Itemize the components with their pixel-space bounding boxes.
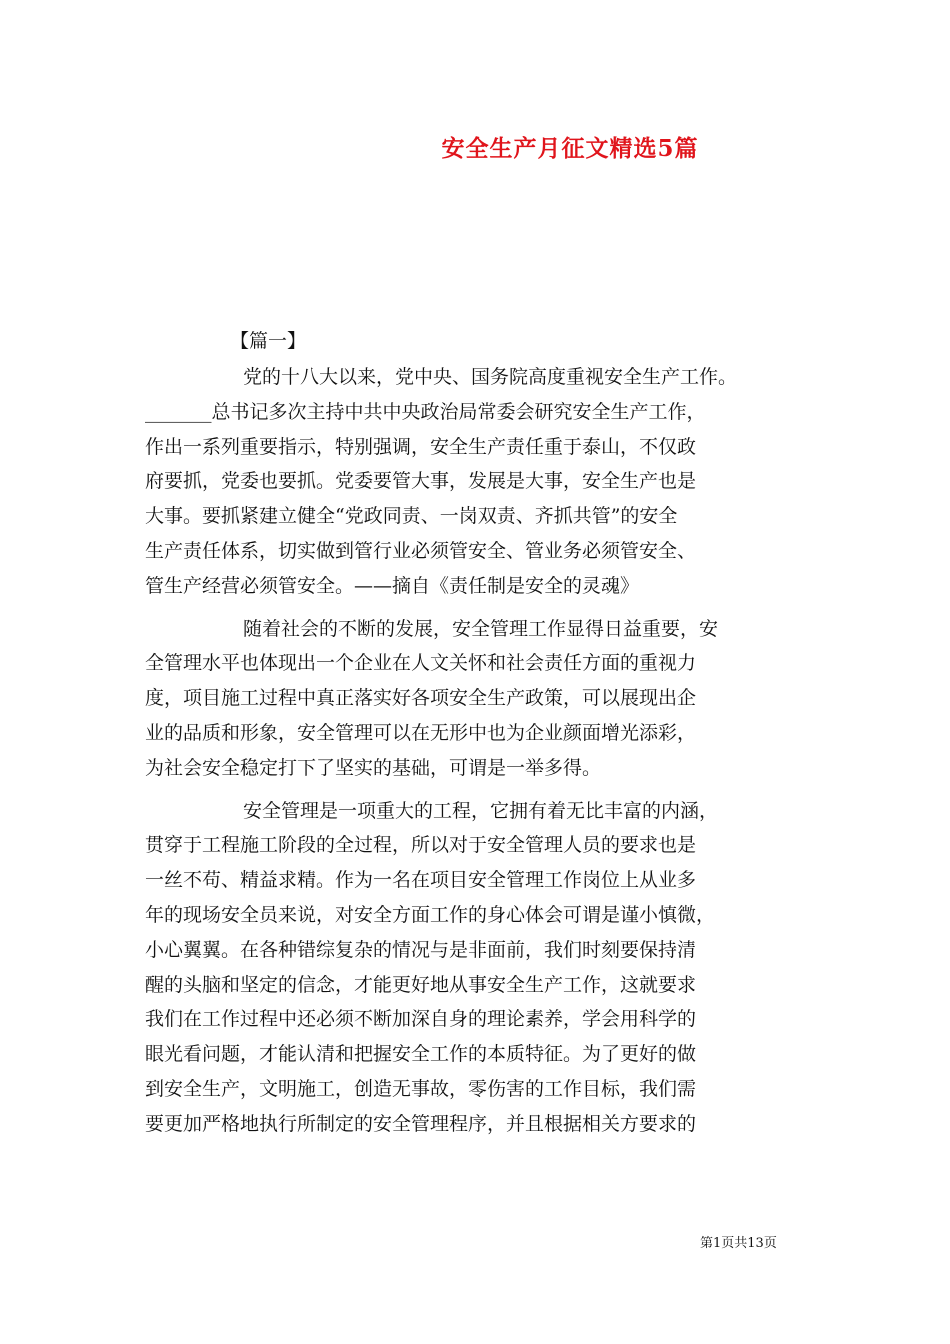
document-title: 安全生产月征文精选5篇 (441, 135, 699, 162)
text-line: 为社会安全稳定打下了坚实的基础，可谓是一举多得。 (145, 756, 602, 779)
text-line: 安全管理是一项重大的工程，它拥有着无比丰富的内涵， (243, 799, 719, 822)
text-line: 随着社会的不断的发展，安全管理工作显得日益重要，安 (243, 617, 719, 640)
text-line: 要更加严格地执行所制定的安全管理程序，并且根据相关方要求的 (145, 1112, 697, 1135)
text-line: 眼光看问题，才能认清和把握安全工作的本质特征。为了更好的做 (145, 1043, 697, 1066)
text-line: 我们在工作过程中还必须不断加深自身的理论素养，学会用科学的 (145, 1008, 697, 1031)
text-line: 作出一系列重要指示，特别强调，安全生产责任重于泰山，不仅政 (145, 435, 697, 458)
text-line: 一丝不苟、精益求精。作为一名在项目安全管理工作岗位上从业多 (145, 869, 697, 892)
section-heading: 【篇一】 (230, 330, 307, 352)
text-line: 年的现场安全员来说，对安全方面工作的身心体会可谓是谨小慎微， (145, 903, 716, 926)
text-line: 贯穿于工程施工阶段的全过程，所以对于安全管理人员的要求也是 (145, 834, 697, 857)
paragraph-3 (145, 794, 815, 1142)
text-line: 生产责任体系，切实做到管行业必须管安全、管业务必须管安全、 (145, 539, 697, 562)
document-body (145, 360, 815, 1142)
text-line: 醒的头脑和坚定的信念，才能更好地从事安全生产工作，这就要求 (145, 973, 697, 996)
paragraph-1 (145, 360, 815, 604)
text-line: 府要抓，党委也要抓。党委要管大事，发展是大事，安全生产也是 (145, 470, 697, 493)
text-line: 党的十八大以来，党中央、国务院高度重视安全生产工作。 (243, 366, 738, 388)
page-number-footer: 第1页共13页 (700, 1236, 777, 1251)
text-line: 业的品质和形象，安全管理可以在无形中也为企业颜面增光添彩， (145, 721, 697, 744)
paragraph-2 (145, 612, 815, 786)
text-line: 到安全生产，文明施工，创造无事故，零伤害的工作目标，我们需 (145, 1077, 697, 1100)
text-line: _______总书记多次主持中共中央政治局常委会研究安全生产工作， (145, 400, 706, 423)
text-line: 管生产经营必须管安全。——摘自《责任制是安全的灵魂》 (145, 574, 640, 597)
text-line: 小心翼翼。在各种错综复杂的情况与是非面前，我们时刻要保持清 (145, 938, 697, 961)
text-line: 全管理水平也体现出一个企业在人文关怀和社会责任方面的重视力 (145, 652, 697, 675)
text-line: 度，项目施工过程中真正落实好各项安全生产政策，可以展现出企 (145, 687, 697, 710)
text-line: 大事。要抓紧建立健全“党政同责、一岗双责、齐抓共管”的安全 (145, 505, 678, 528)
